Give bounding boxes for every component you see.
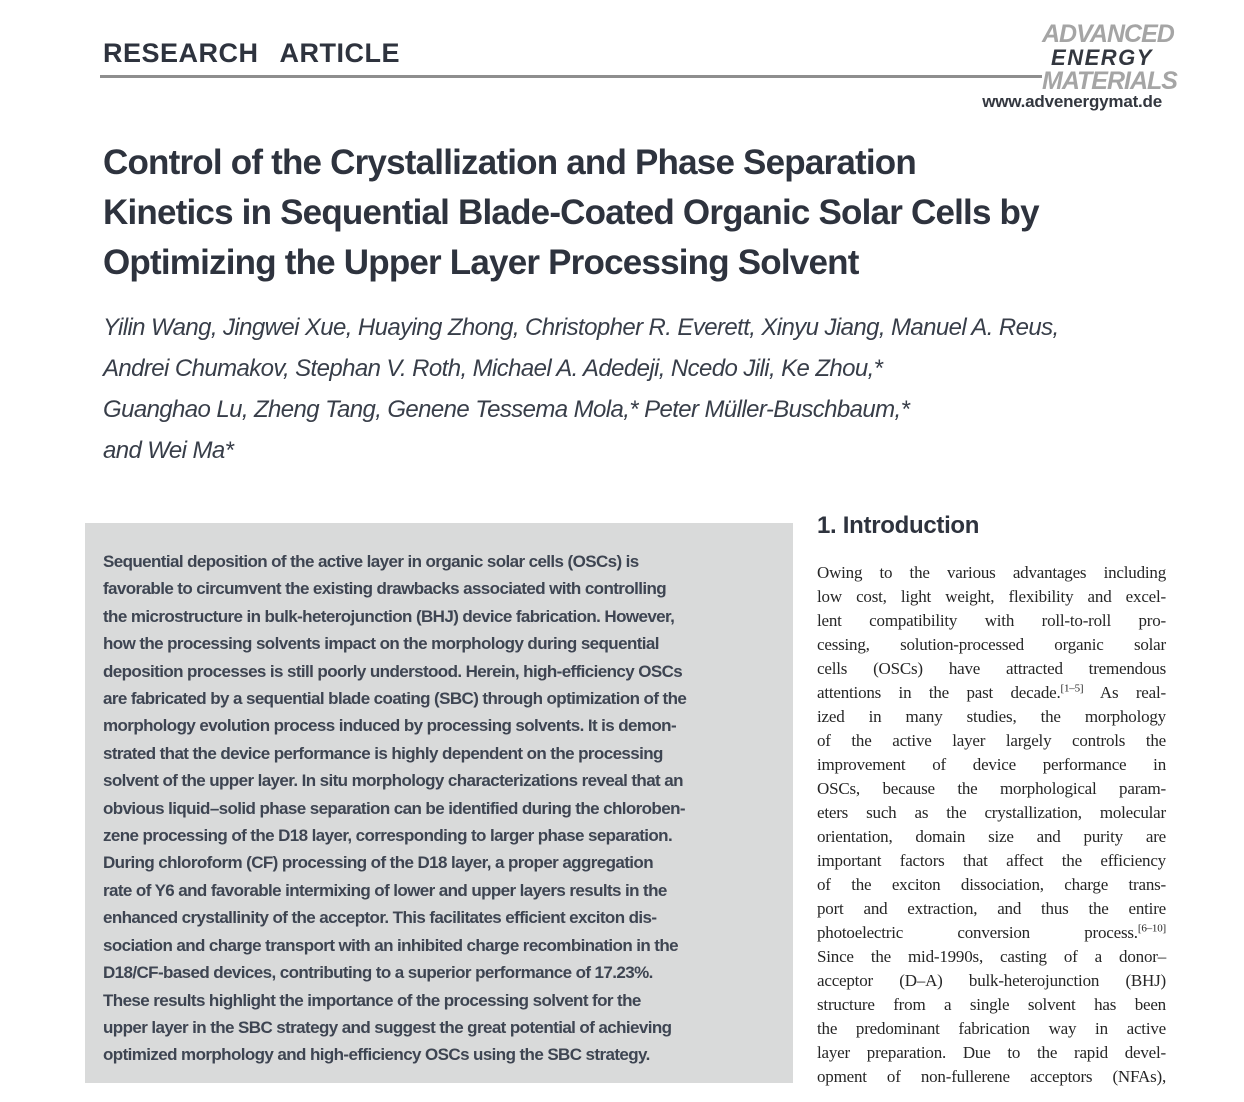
intro-line: layer preparation. Due to the rapid devel- (817, 1043, 1166, 1062)
introduction-section (817, 512, 1166, 1089)
header-divider-rule (100, 75, 1042, 78)
intro-line: important factors that affect the efficiency (817, 851, 1166, 870)
logo-word-advanced: ADVANCED (1042, 20, 1174, 48)
author-line: and Wei Ma* (103, 437, 234, 464)
abstract-line: enhanced crystallinity of the acceptor. This facilitates efficient exciton dis- (103, 908, 657, 928)
journal-url-link[interactable]: www.advenergymat.de (982, 92, 1162, 111)
intro-line: acceptor (D–A) bulk-heterojunction (BHJ) (817, 971, 1166, 990)
intro-line: port and extraction, and thus the entire (817, 899, 1166, 918)
abstract-line: zene processing of the D18 layer, corresponding to larger phase separation. (103, 826, 673, 846)
abstract-line: strated that the device performance is highly dependent on the processing (103, 743, 663, 763)
intro-line: improvement of device performance in (817, 755, 1166, 774)
abstract-box (85, 523, 793, 1083)
abstract-line: sociation and charge transport with an inhibited charge recombination in the (103, 935, 678, 955)
abstract-line: are fabricated by a sequential blade coating (SBC) through optimization of the (103, 689, 687, 709)
author-line: Yilin Wang, Jingwei Xue, Huaying Zhong, Christopher R. Everett, Xinyu Jiang, Manuel A. Reus, (103, 314, 1059, 341)
intro-paragraph (817, 561, 1166, 1089)
author-line: Guanghao Lu, Zheng Tang, Genene Tessema Mola,* Peter Müller-Buschbaum,* (103, 396, 910, 423)
reference-superscript: [1–5] (1060, 682, 1084, 695)
paper-title (103, 138, 1039, 288)
logo-word-energy: ENERGY (1051, 45, 1153, 70)
abstract-line: Sequential deposition of the active layer in organic solar cells (OSCs) is (103, 552, 639, 571)
abstract-line: solvent of the upper layer. In situ morphology characterizations reveal that an (103, 771, 683, 791)
reference-superscript: [6–10] (1137, 922, 1166, 935)
intro-line: lent compatibility with roll-to-roll pro- (817, 611, 1166, 630)
title-line: Control of the Crystallization and Phase Separation (103, 143, 916, 182)
abstract-line: optimized morphology and high-efficiency OSCs using the SBC strategy. (103, 1045, 650, 1065)
logo-word-materials: MATERIALS (1042, 67, 1177, 95)
abstract-line: D18/CF-based devices, contributing to a superior performance of 17.23%. (103, 963, 653, 983)
intro-line: Owing to the various advantages including (817, 563, 1166, 582)
title-line: Optimizing the Upper Layer Processing Solvent (103, 243, 859, 282)
intro-line: ized in many studies, the morphology (817, 707, 1166, 726)
abstract-line: favorable to circumvent the existing drawbacks associated with controlling (103, 579, 667, 599)
intro-line: low cost, light weight, flexibility and excel- (817, 587, 1166, 606)
intro-section-heading: 1. Introduction (817, 512, 980, 539)
abstract-line: rate of Y6 and favorable intermixing of lower and upper layers results in the (103, 880, 667, 900)
intro-line: OSCs, because the morphological param- (817, 779, 1166, 798)
intro-line: cessing, solution-processed organic solar (817, 635, 1166, 654)
intro-line: the predominant fabrication way in active (817, 1019, 1166, 1038)
intro-line: opment of non-fullerene acceptors (NFAs), (817, 1067, 1166, 1086)
abstract-line: obvious liquid–solid phase separation can be identified during the chloroben- (103, 798, 685, 818)
intro-line: attentions in the past decade.[1–5] As real- (817, 682, 1166, 702)
abstract-line: upper layer in the SBC strategy and suggest the great potential of achieving (103, 1017, 672, 1037)
intro-line: Since the mid-1990s, casting of a donor– (817, 947, 1166, 966)
intro-line: cells (OSCs) have attracted tremendous (817, 659, 1166, 678)
intro-line: eters such as the crystallization, molecular (817, 803, 1166, 822)
author-line: Andrei Chumakov, Stephan V. Roth, Michael A. Adedeji, Ncedo Jili, Ke Zhou,* (103, 355, 883, 382)
intro-line: structure from a single solvent has been (817, 995, 1166, 1014)
abstract-line: how the processing solvents impact on the morphology during sequential (103, 634, 659, 654)
intro-line: orientation, domain size and purity are (817, 827, 1166, 846)
intro-line: of the active layer largely controls the (817, 731, 1166, 750)
abstract-line: deposition processes is still poorly understood. Herein, high-efficiency OSCs (103, 661, 683, 681)
title-line: Kinetics in Sequential Blade-Coated Organic Solar Cells by (103, 193, 1039, 232)
research-article-label: RESEARCH ARTICLE (103, 38, 401, 68)
abstract-line: morphology evolution process induced by processing solvents. It is demon- (103, 716, 677, 736)
abstract-line: the microstructure in bulk-heterojunction (BHJ) device fabrication. However, (103, 606, 675, 626)
author-list (103, 307, 1059, 471)
abstract-line: These results highlight the importance of the processing solvent for the (103, 990, 641, 1010)
journal-logo (1042, 20, 1177, 95)
intro-line: photoelectric conversion process.[6–10] (817, 922, 1166, 942)
intro-line: of the exciton dissociation, charge trans- (817, 875, 1166, 894)
abstract-line: During chloroform (CF) processing of the D18 layer, a proper aggregation (103, 853, 653, 873)
